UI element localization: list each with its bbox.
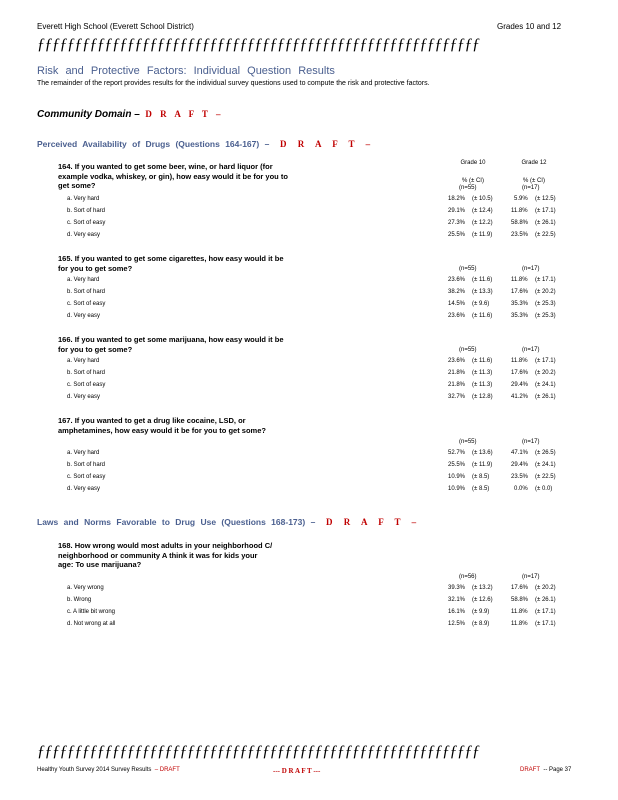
question-168: 168. How wrong would most adults in your neighborhood C/ neighborhood or community A think it was for kids your age: To use marijuana? [58, 541, 273, 569]
ci-grade12: (± 26.1) [535, 220, 556, 226]
domain-title: Community Domain – D R A F T – [37, 109, 224, 120]
pct-grade12: 41.2% [511, 394, 529, 400]
pct-grade10: 18.2% [448, 196, 466, 202]
pct-grade10: 52.7% [448, 450, 466, 456]
pct-grade10: 38.2% [448, 289, 466, 295]
question-165: 165. If you wanted to get some cigarettes, how easy would it be for you to get some? [58, 254, 284, 273]
option-label: a. Very hard [67, 450, 100, 456]
ci-grade12: (± 12.5) [535, 196, 556, 202]
ci-grade10: (± 11.9) [472, 462, 493, 468]
school-name: Everett High School (Everett School District) [37, 22, 194, 31]
ci-grade12: (± 22.5) [535, 474, 556, 480]
ci-grade10: (± 10.5) [472, 196, 493, 202]
pct-grade12: 23.5% [511, 232, 529, 238]
option-label: d. Very easy [67, 486, 101, 492]
pct-grade12: 11.8% [511, 621, 528, 627]
ci-grade12: (± 17.1) [535, 277, 556, 283]
pct-grade12: 58.8% [511, 220, 529, 226]
pct-grade12: 11.8% [511, 208, 528, 214]
ci-grade12: (± 20.2) [535, 289, 556, 295]
pct-grade10: 23.6% [448, 358, 466, 364]
ci-grade12: (± 26.5) [535, 450, 556, 456]
pct-grade12: 29.4% [511, 382, 529, 388]
pct-grade10: 16.1% [448, 609, 466, 615]
n-grade10: (n=55) [459, 439, 477, 445]
option-label: b. Sort of hard [67, 462, 106, 468]
subsection-title-availability: Perceived Availability of Drugs (Questions 164-167) – D R A F T – [37, 139, 374, 149]
option-label: b. Sort of hard [67, 208, 106, 214]
ci-grade10: (± 8.5) [472, 474, 490, 480]
col-grade12-header: Grade 12 [521, 160, 547, 166]
ci-grade10: (± 11.3) [472, 382, 493, 388]
col-grade12-pct: % (± CI) [523, 178, 545, 184]
ci-grade12: (± 20.2) [535, 585, 556, 591]
pct-grade10: 10.9% [448, 486, 466, 492]
ci-grade12: (± 26.1) [535, 394, 556, 400]
option-label: a. Very hard [67, 196, 100, 202]
pct-grade12: 11.8% [511, 358, 528, 364]
option-label: c. Sort of easy [67, 382, 106, 388]
pct-grade12: 58.8% [511, 597, 529, 603]
ci-grade10: (± 13.3) [472, 289, 493, 295]
pct-grade10: 32.1% [448, 597, 466, 603]
option-label: c. A little bit wrong [67, 609, 116, 615]
ci-grade12: (± 26.1) [535, 597, 556, 603]
pct-grade10: 10.9% [448, 474, 466, 480]
ci-grade10: (± 12.6) [472, 597, 493, 603]
ci-grade12: (± 24.1) [535, 382, 556, 388]
question-166: 166. If you wanted to get some marijuana, how easy would it be for you to get some? [58, 335, 284, 354]
ci-grade12: (± 25.3) [535, 313, 556, 319]
grades-label: Grades 10 and 12 [497, 22, 562, 31]
ci-grade10: (± 12.8) [472, 394, 493, 400]
ci-grade12: (± 20.2) [535, 370, 556, 376]
pct-grade12: 23.5% [511, 474, 529, 480]
pct-grade12: 47.1% [511, 450, 529, 456]
ci-grade10: (± 11.6) [472, 313, 493, 319]
ci-grade10: (± 11.3) [472, 370, 493, 376]
col-grade10-header: Grade 10 [460, 160, 486, 166]
pct-grade10: 25.5% [448, 232, 466, 238]
n-grade12: (n=17) [522, 347, 540, 353]
col-grade10-pct: % (± CI) [462, 178, 484, 184]
pct-grade10: 32.7% [448, 394, 466, 400]
n-grade10: (n=55) [459, 185, 477, 191]
pct-grade10: 29.1% [448, 208, 466, 214]
pct-grade12: 0.0% [514, 486, 528, 492]
pct-grade10: 27.3% [448, 220, 466, 226]
footer-right: DRAFT -- Page 37 [520, 767, 572, 773]
section-intro: The remainder of the report provides results for the individual survey questions used to compute the risk and protective factors. [37, 80, 430, 87]
ci-grade12: (± 24.1) [535, 462, 556, 468]
ci-grade12: (± 22.5) [535, 232, 556, 238]
pct-grade10: 14.5% [448, 301, 466, 307]
option-label: b. Wrong [67, 597, 92, 603]
pct-grade12: 11.8% [511, 277, 528, 283]
pct-grade10: 21.8% [448, 370, 466, 376]
ci-grade10: (± 8.9) [472, 621, 490, 627]
n-grade12: (n=17) [522, 266, 540, 272]
ci-grade12: (± 25.3) [535, 301, 556, 307]
pct-grade10: 23.6% [448, 313, 466, 319]
pct-grade12: 17.6% [511, 289, 529, 295]
option-label: b. Sort of hard [67, 370, 106, 376]
option-label: d. Very easy [67, 394, 101, 400]
ci-grade10: (± 9.9) [472, 609, 490, 615]
option-label: b. Sort of hard [67, 289, 106, 295]
ci-grade10: (± 13.6) [472, 450, 493, 456]
pct-grade12: 17.6% [511, 585, 529, 591]
ci-grade12: (± 17.1) [535, 358, 556, 364]
ci-grade10: (± 11.6) [472, 358, 493, 364]
ci-grade10: (± 8.5) [472, 486, 490, 492]
ci-grade10: (± 9.6) [472, 301, 490, 307]
footer-draft-center: --- D R A F T --- [273, 767, 321, 775]
ci-grade10: (± 12.2) [472, 220, 493, 226]
ci-grade10: (± 12.4) [472, 208, 493, 214]
option-label: c. Sort of easy [67, 301, 106, 307]
ci-grade10: (± 11.9) [472, 232, 493, 238]
n-grade10: (n=55) [459, 266, 477, 272]
option-label: d. Very easy [67, 232, 101, 238]
header-rule: ƒƒƒƒƒƒƒƒƒƒƒƒƒƒƒƒƒƒƒƒƒƒƒƒƒƒƒƒƒƒƒƒƒƒƒƒƒƒƒƒƒƒƒƒƒƒƒƒƒƒƒƒƒƒƒƒƒƒƒ [37, 36, 480, 53]
ci-grade12: (± 17.1) [535, 621, 556, 627]
option-label: a. Very wrong [67, 585, 104, 591]
ci-grade12: (± 0.0) [535, 486, 553, 492]
question-167: 167. If you wanted to get a drug like cocaine, LSD, or amphetamines, how easy would it be for you to get some? [58, 416, 266, 435]
ci-grade12: (± 17.1) [535, 208, 556, 214]
n-grade12: (n=17) [522, 439, 540, 445]
option-label: a. Very hard [67, 358, 100, 364]
option-label: d. Very easy [67, 313, 101, 319]
pct-grade10: 25.5% [448, 462, 466, 468]
pct-grade12: 35.3% [511, 313, 529, 319]
n-grade12: (n=17) [522, 574, 540, 580]
ci-grade10: (± 13.2) [472, 585, 493, 591]
footer-left: Healthy Youth Survey 2014 Survey Results – DRAFT [37, 767, 180, 773]
footer-rule: ƒƒƒƒƒƒƒƒƒƒƒƒƒƒƒƒƒƒƒƒƒƒƒƒƒƒƒƒƒƒƒƒƒƒƒƒƒƒƒƒƒƒƒƒƒƒƒƒƒƒƒƒƒƒƒƒƒƒƒ [37, 743, 480, 760]
option-label: c. Sort of easy [67, 220, 106, 226]
pct-grade10: 23.6% [448, 277, 466, 283]
pct-grade12: 5.9% [514, 196, 528, 202]
option-label: a. Very hard [67, 277, 100, 283]
n-grade10: (n=56) [459, 574, 477, 580]
pct-grade12: 17.6% [511, 370, 529, 376]
section-title: Risk and Protective Factors: Individual Question Results [37, 65, 335, 77]
pct-grade10: 21.8% [448, 382, 466, 388]
pct-grade12: 29.4% [511, 462, 529, 468]
option-label: d. Not wrong at all [67, 621, 116, 627]
pct-grade12: 35.3% [511, 301, 529, 307]
option-label: c. Sort of easy [67, 474, 106, 480]
ci-grade10: (± 11.6) [472, 277, 493, 283]
question-164: 164. If you wanted to get some beer, wine, or hard liquor (for example vodka, whiskey, or gin), how easy would it be for you to get some? [58, 162, 288, 190]
ci-grade12: (± 17.1) [535, 609, 556, 615]
n-grade10: (n=55) [459, 347, 477, 353]
pct-grade12: 11.8% [511, 609, 528, 615]
subsection-title-laws-norms: Laws and Norms Favorable to Drug Use (Questions 168-173) – D R A F T – [37, 517, 420, 527]
n-grade12: (n=17) [522, 185, 540, 191]
pct-grade10: 12.5% [448, 621, 466, 627]
pct-grade10: 39.3% [448, 585, 466, 591]
